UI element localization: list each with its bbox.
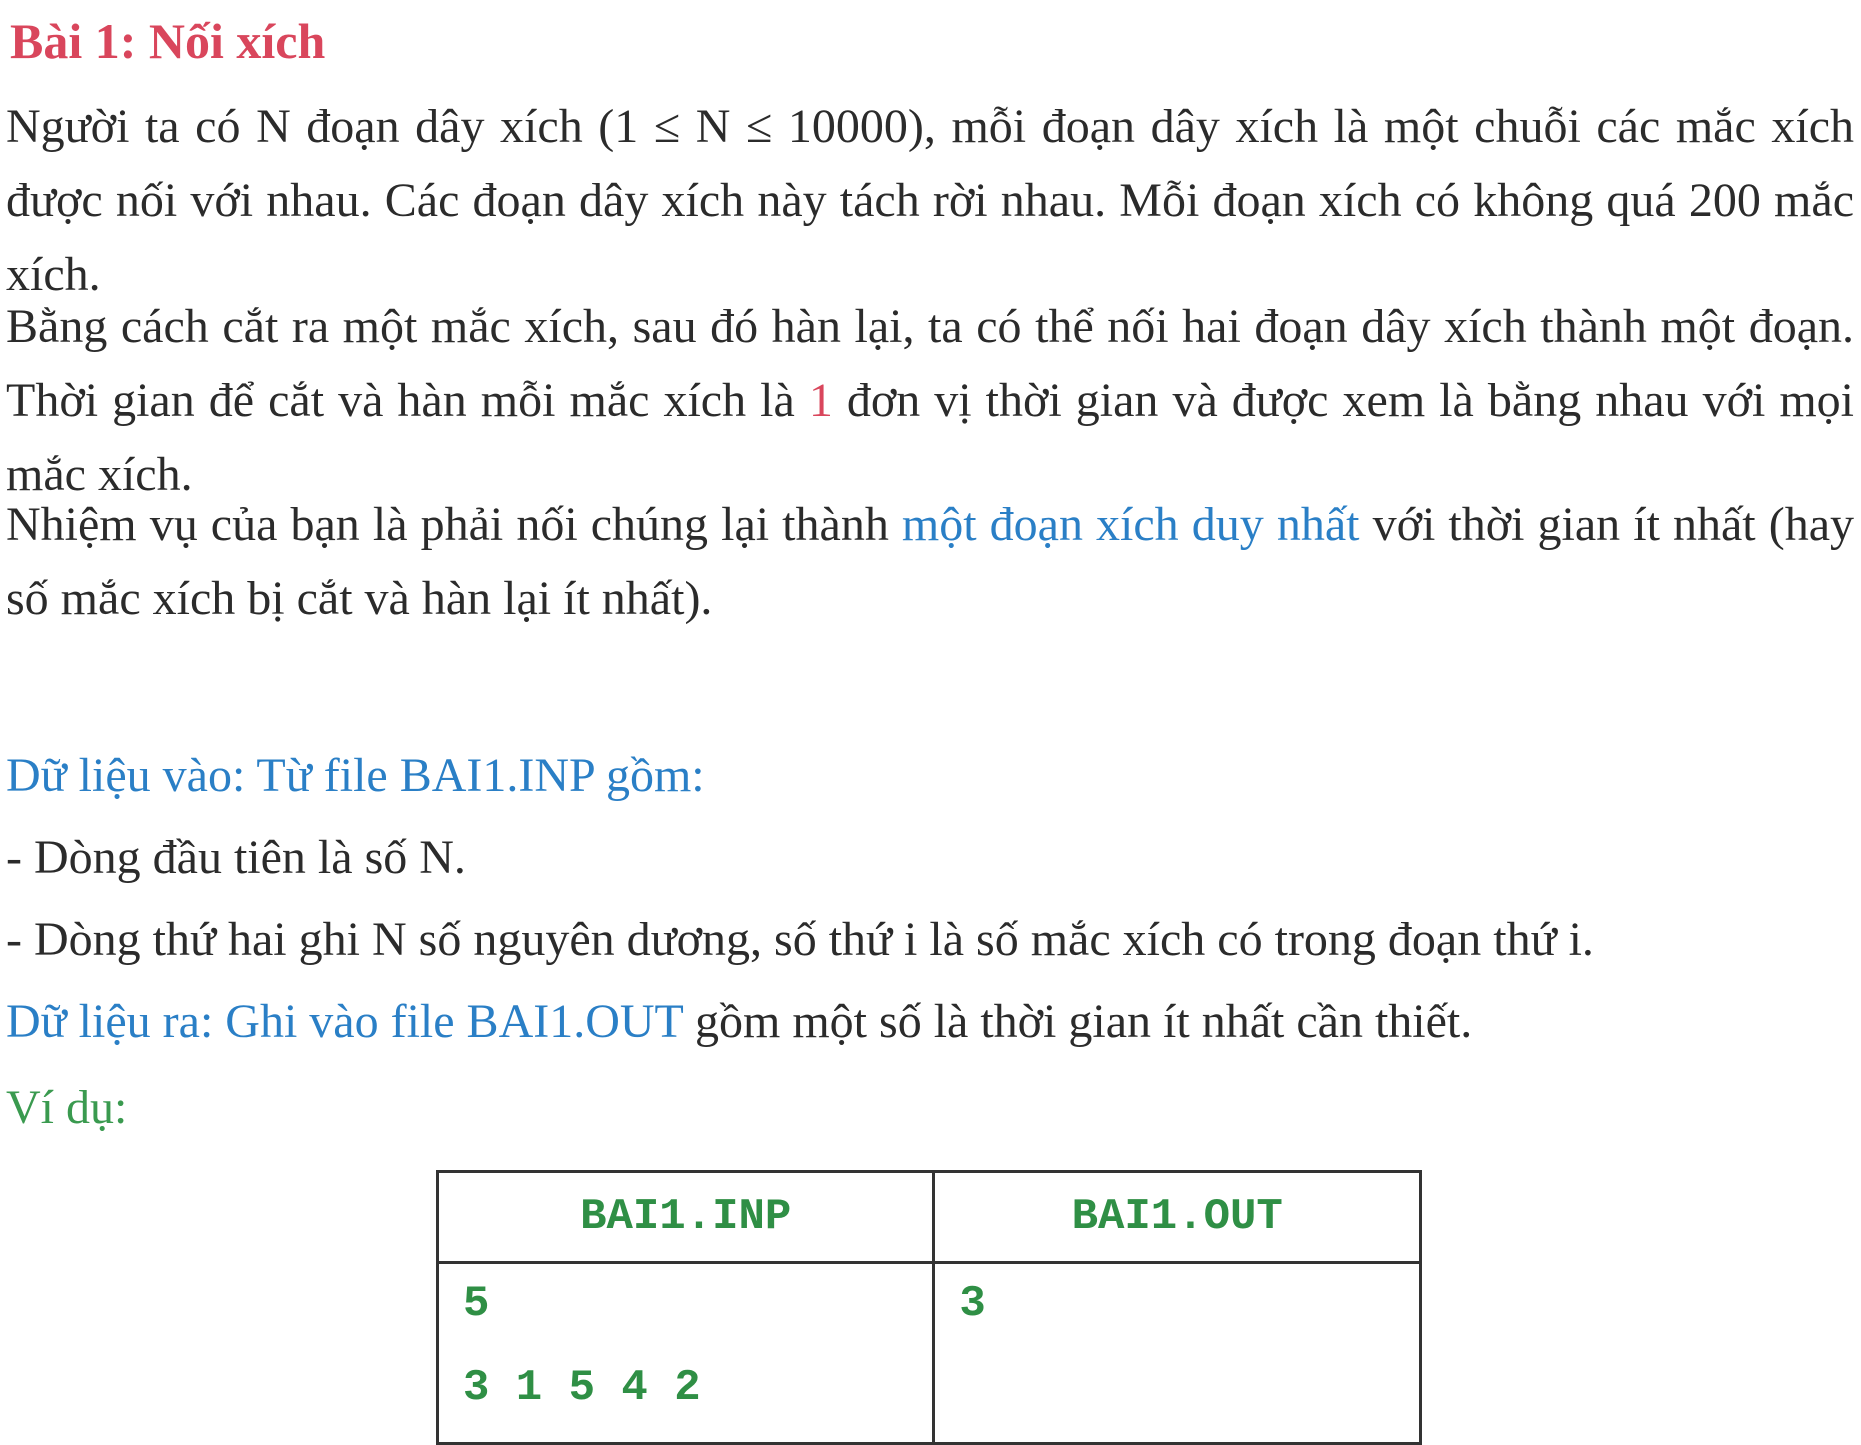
paragraph-task-end: với thời gian ít nhất (hay số mắc xích bị cắt và hàn lại ít nhất).	[6, 498, 1855, 625]
input-line-2: - Dòng thứ hai ghi N số nguyên dương, số thứ i là số mắc xích có trong đoạn thứ i.	[6, 913, 1594, 966]
example-table	[436, 1170, 1422, 1445]
output-section	[6, 994, 1472, 1049]
time-unit-value: 1	[808, 374, 833, 427]
paragraph-description	[6, 90, 1854, 312]
paragraph-task	[6, 488, 1854, 636]
output-description: gồm một số là thời gian ít nhất cần thiết.	[683, 995, 1473, 1048]
example-output-line-1: 3	[959, 1279, 986, 1329]
input-heading: Dữ liệu vào: Từ file BAI1.INP gồm:	[6, 749, 705, 802]
example-header-row	[438, 1172, 1421, 1263]
problem-title: Bài 1: Nối xích	[10, 13, 326, 69]
input-line-1: - Dòng đầu tiên là số N.	[6, 831, 466, 884]
example-output-cell	[934, 1263, 1421, 1444]
output-heading: Dữ liệu ra: Ghi vào file BAI1.OUT	[6, 995, 683, 1048]
example-input-header: BAI1.INP	[438, 1172, 934, 1263]
paragraph-cut-weld-start: Bằng cách cắt ra một mắc xích, sau đó hàn lại, ta có thể nối hai đoạn dây xích thành một đoạn. Thời gian để cắt và hàn mỗi mắc xích là	[6, 300, 1854, 427]
task-highlight: một đoạn xích duy nhất	[901, 498, 1360, 551]
example-input-line-2: 3 1 5 4 2	[463, 1363, 701, 1413]
paragraph-cut-weld	[6, 290, 1854, 512]
example-label: Ví dụ:	[6, 1081, 128, 1134]
example-input-line-1: 5	[463, 1279, 490, 1329]
example-input-cell	[438, 1263, 934, 1444]
paragraph-task-start: Nhiệm vụ của bạn là phải nối chúng lại thành	[6, 498, 902, 551]
example-data-row	[438, 1263, 1421, 1444]
paragraph-description-text: Người ta có N đoạn dây xích (1 ≤ N ≤ 10000), mỗi đoạn dây xích là một chuỗi các mắc xích được nối với nhau. Các đoạn dây xích này tách rời nhau. Mỗi đoạn xích có không quá 200 mắc xích.	[6, 100, 1854, 301]
paragraph-cut-weld-end: đơn vị thời gian và được xem là bằng nhau với mọi mắc xích.	[6, 374, 1854, 501]
example-output-header: BAI1.OUT	[934, 1172, 1421, 1263]
